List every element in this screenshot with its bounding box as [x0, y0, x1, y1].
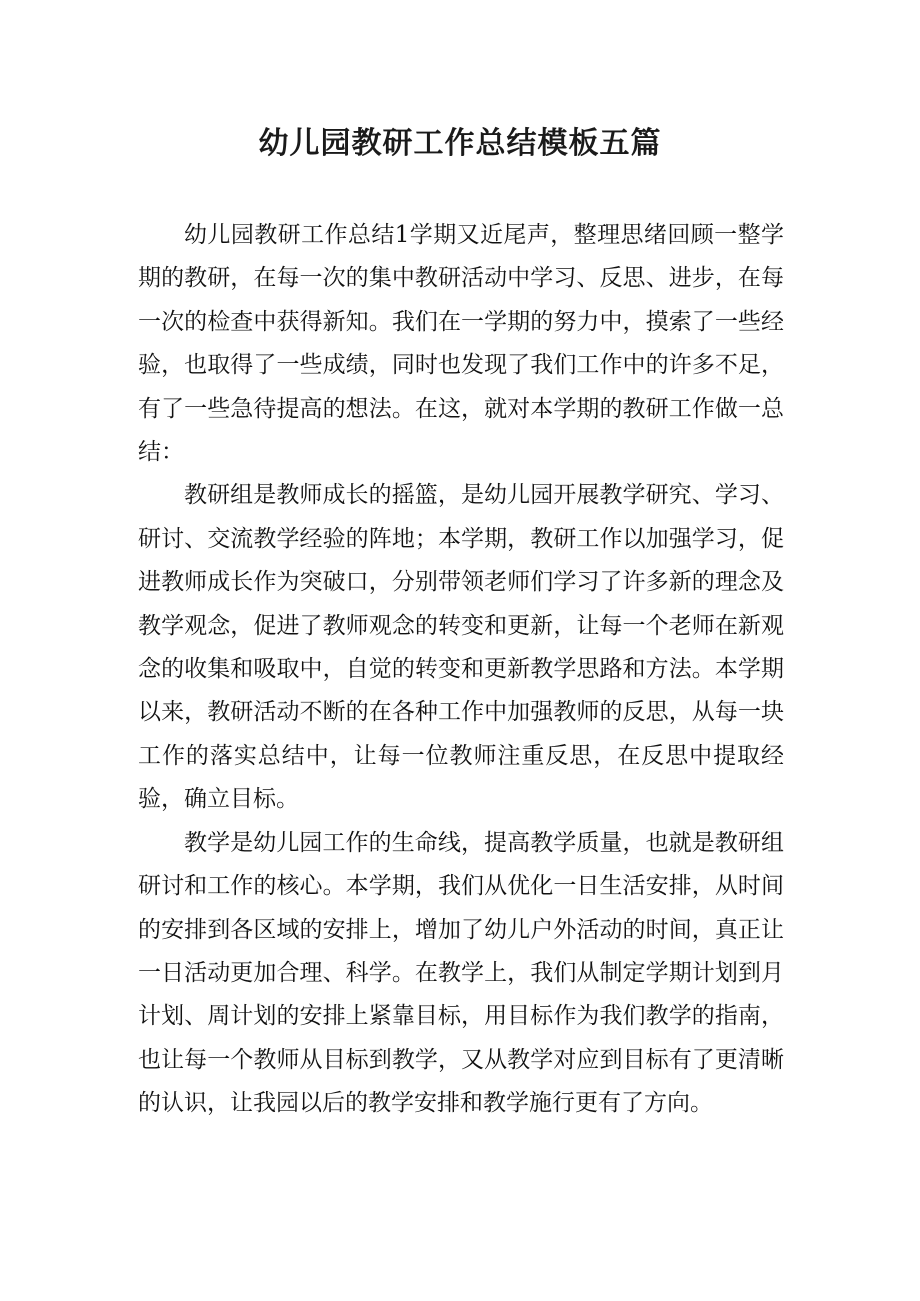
document-body — [138, 214, 784, 1126]
paragraph-2: 教研组是教师成长的摇篮，是幼儿园开展教学研究、学习、研讨、交流教学经验的阵地；本学期，教研工作以加强学习，促进教师成长作为突破口，分别带领老师们学习了许多新的理念及教学观念，促进了教师观念的转变和更新，让每一个老师在新观念的收集和吸取中，自觉的转变和更新教学思路和方法。本学期以来，教研活动不断的在各种工作中加强教师的反思，从每一块工作的落实总结中，让每一位教师注重反思，在反思中提取经验，确立目标。 — [138, 482, 784, 813]
document-title: 幼儿园教研工作总结模板五篇 — [258, 126, 662, 161]
paragraph-1: 幼儿园教研工作总结1学期又近尾声，整理思绪回顾一整学期的教研，在每一次的集中教研活动中学习、反思、进步，在每一次的检查中获得新知。我们在一学期的努力中，摸索了一些经验，也取得了一些成绩，同时也发现了我们工作中的许多不足，有了一些急待提高的想法。在这，就对本学期的教研工作做一总结： — [138, 222, 784, 466]
paragraph-3: 教学是幼儿园工作的生命线，提高教学质量，也就是教研组研讨和工作的核心。本学期，我们从优化一日生活安排，从时间的安排到各区域的安排上，增加了幼儿户外活动的时间，真正让一日活动更加合理、科学。在教学上，我们从制定学期计划到月计划、周计划的安排上紧靠目标，用目标作为我们教学的指南，也让每一个教师从目标到教学，又从教学对应到目标有了更清晰的认识，让我园以后的教学安排和教学施行更有了方向。 — [138, 829, 784, 1117]
